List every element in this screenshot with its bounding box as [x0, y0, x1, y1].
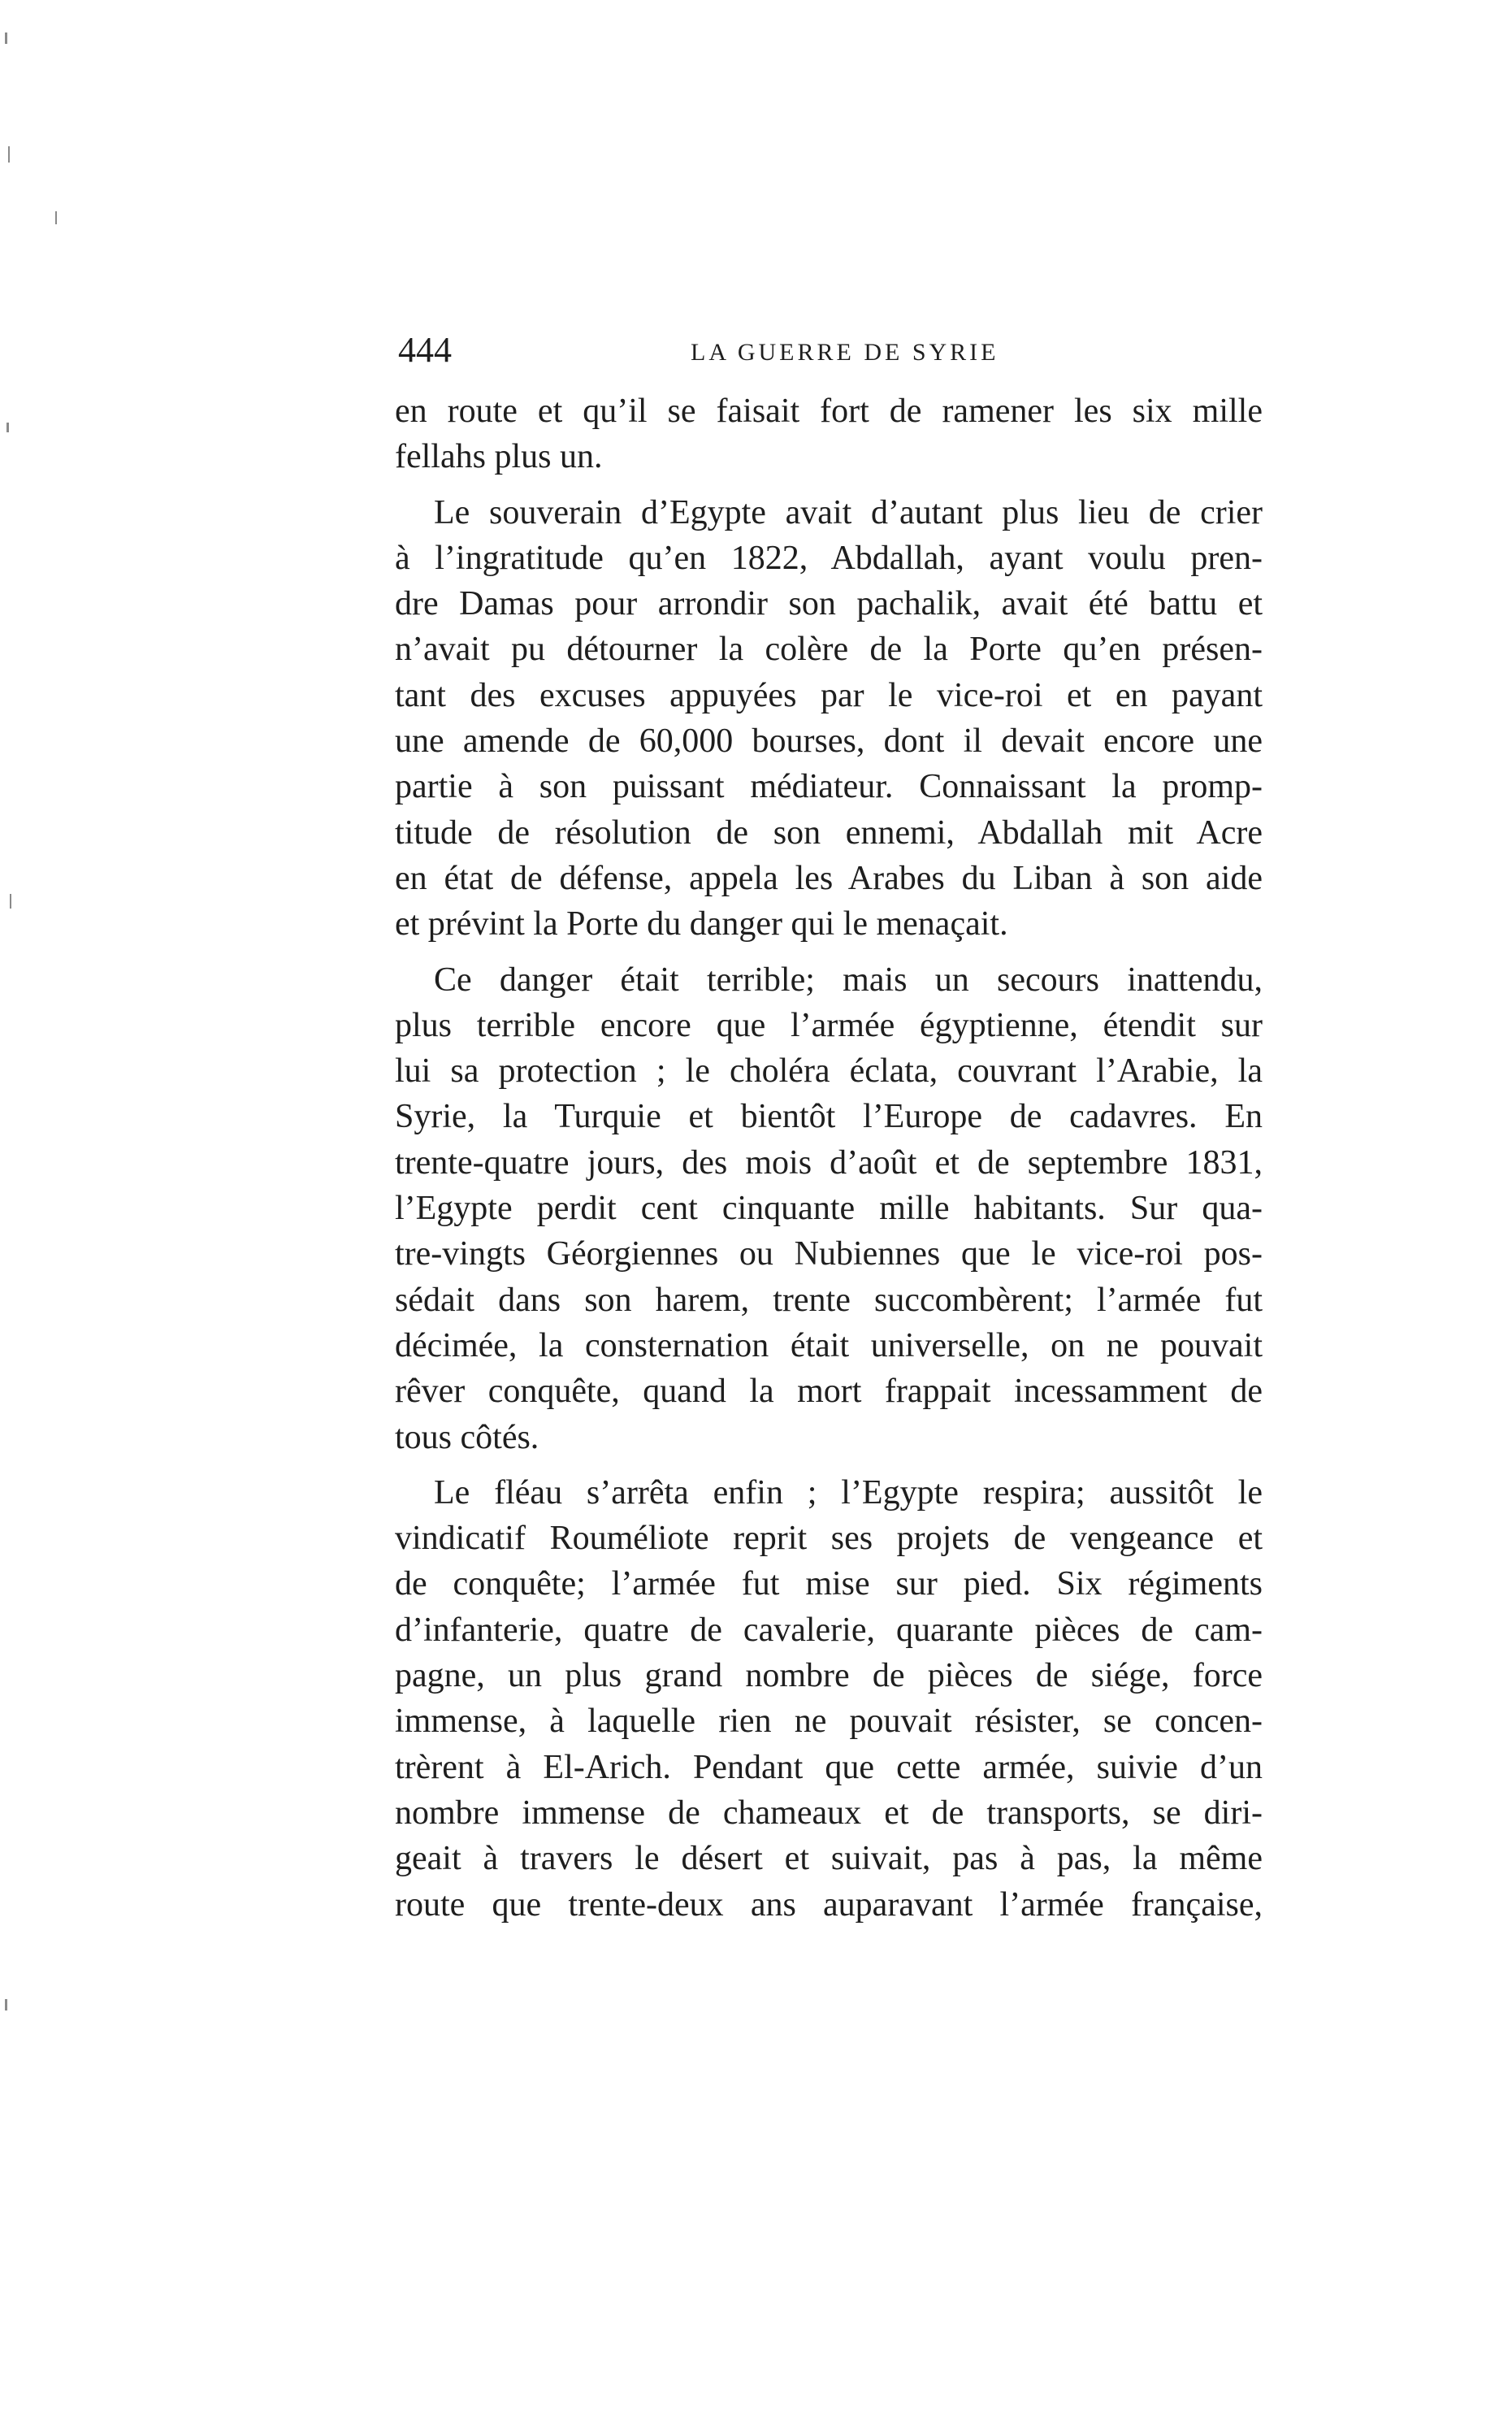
paragraph-3-line-8 — [395, 1277, 1263, 1323]
text-line: Syrie, la Turquie et bientôt l’Europe de cadavres. En — [395, 1098, 1263, 1136]
paragraph-2-line-7 — [395, 764, 1263, 809]
text-line: titude de résolution de son ennemi, Abdallah mit Acre — [395, 813, 1263, 852]
page-number: 444 — [398, 330, 452, 370]
text-line: nombre immense de chameaux et de transports, se diri- — [395, 1794, 1263, 1832]
paragraph-2-line-2 — [395, 536, 1263, 581]
running-title: LA GUERRE DE SYRIE — [691, 339, 999, 366]
paragraph-4-line-6 — [395, 1698, 1263, 1744]
body-text — [395, 388, 1263, 1928]
text-line: fellahs plus un. — [395, 438, 603, 476]
text-line: plus terrible encore que l’armée égyptienne, étendit sur — [395, 1006, 1263, 1044]
paragraph-4-line-3 — [395, 1561, 1263, 1607]
paragraph-2-line-10 — [395, 901, 1263, 947]
text-line: et prévint la Porte du danger qui le menaçait. — [395, 905, 1008, 943]
paragraph-2-line-4 — [395, 627, 1263, 672]
paragraph-3-line-11 — [395, 1415, 1263, 1460]
paragraph-4-line-4 — [395, 1607, 1263, 1653]
text-line: lui sa protection ; le choléra éclata, couvrant l’Arabie, la — [395, 1052, 1263, 1091]
paragraph-3-line-2 — [395, 1003, 1263, 1048]
text-line: de conquête; l’armée fut mise sur pied. Six régiments — [395, 1565, 1263, 1603]
text-line: partie à son puissant médiateur. Connaissant la promp- — [395, 768, 1263, 806]
text-line: en route et qu’il se faisait fort de ramener les six mille — [395, 393, 1263, 430]
text-line: Ce danger était terrible; mais un secours inattendu, — [434, 961, 1263, 999]
paragraph-4-line-8 — [395, 1790, 1263, 1836]
paragraph-4-line-2 — [395, 1516, 1263, 1561]
text-line: geait à travers le désert et suivait, pas à pas, la même — [395, 1840, 1263, 1878]
paragraph-2-line-8 — [395, 810, 1263, 856]
paragraph-2-line-6 — [395, 718, 1263, 764]
scan-speck — [55, 211, 57, 224]
paragraph-3-line-3 — [395, 1048, 1263, 1094]
text-line: trèrent à El-Arich. Pendant que cette armée, suivie d’un — [395, 1748, 1263, 1786]
paragraph-3-line-6 — [395, 1186, 1263, 1231]
text-line: rêver conquête, quand la mort frappait incessamment de — [395, 1373, 1263, 1411]
paragraph-gap — [395, 1460, 1263, 1470]
paragraph-3-line-5 — [395, 1140, 1263, 1186]
text-line: en état de défense, appela les Arabes du Liban à son aide — [395, 859, 1263, 897]
paragraph-4-line-5 — [395, 1653, 1263, 1698]
paragraph-2-line-5 — [395, 673, 1263, 718]
text-line: l’Egypte perdit cent cinquante mille habitants. Sur qua- — [395, 1190, 1263, 1228]
page-header — [398, 329, 1259, 378]
paragraph-3-line-1 — [395, 957, 1263, 1003]
text-line: une amende de 60,000 bourses, dont il devait encore une — [395, 722, 1263, 761]
scan-speck — [6, 423, 9, 432]
text-line: trente-quatre jours, des mois d’août et de septembre 1831, — [395, 1143, 1263, 1182]
text-line: tre-vingts Géorgiennes ou Nubiennes que le vice-roi pos- — [395, 1235, 1263, 1273]
paragraph-2-line-1 — [395, 490, 1263, 536]
paragraph-3-line-9 — [395, 1323, 1263, 1368]
scan-speck — [8, 146, 10, 163]
text-line: Le souverain d’Egypte avait d’autant plus lieu de crier — [434, 493, 1263, 531]
text-line: décimée, la consternation était universelle, on ne pouvait — [395, 1326, 1263, 1364]
paragraph-gap — [395, 948, 1263, 957]
paragraph-4-line-1 — [395, 1470, 1263, 1516]
text-line: sédait dans son harem, trente succombèrent; l’armée fut — [395, 1281, 1263, 1319]
scan-speck — [5, 33, 7, 44]
scan-speck — [10, 894, 11, 909]
text-line: route que trente-deux ans auparavant l’armée française, — [395, 1885, 1263, 1924]
paragraph-3-line-7 — [395, 1231, 1263, 1277]
text-line: n’avait pu détourner la colère de la Porte qu’en présen- — [395, 631, 1263, 669]
scan-speck — [5, 1999, 7, 2010]
text-line: d’infanterie, quatre de cavalerie, quarante pièces de cam- — [395, 1611, 1263, 1649]
text-line: Le fléau s’arrêta enfin ; l’Egypte respira; aussitôt le — [434, 1473, 1263, 1512]
text-line: à l’ingratitude qu’en 1822, Abdallah, ayant voulu pren- — [395, 539, 1263, 577]
text-line: dre Damas pour arrondir son pachalik, avait été battu et — [395, 585, 1263, 623]
paragraph-4-line-9 — [395, 1836, 1263, 1881]
paragraph-4-line-7 — [395, 1745, 1263, 1790]
paragraph-1 — [395, 388, 1263, 434]
text-line: immense, à laquelle rien ne pouvait résister, se concen- — [395, 1702, 1263, 1741]
paragraph-3-line-4 — [395, 1094, 1263, 1139]
paragraph-1-end — [395, 434, 1263, 479]
paragraph-gap — [395, 480, 1263, 490]
text-line: vindicatif Rouméliote reprit ses projets de vengeance et — [395, 1520, 1263, 1558]
text-line: tous côtés. — [395, 1418, 539, 1456]
paragraph-3-line-10 — [395, 1368, 1263, 1414]
text-line: pagne, un plus grand nombre de pièces de siége, force — [395, 1657, 1263, 1695]
text-line: tant des excuses appuyées par le vice-roi et en payant — [395, 676, 1263, 714]
paragraph-2-line-3 — [395, 581, 1263, 627]
paragraph-2-line-9 — [395, 856, 1263, 901]
paragraph-4-line-10 — [395, 1882, 1263, 1928]
